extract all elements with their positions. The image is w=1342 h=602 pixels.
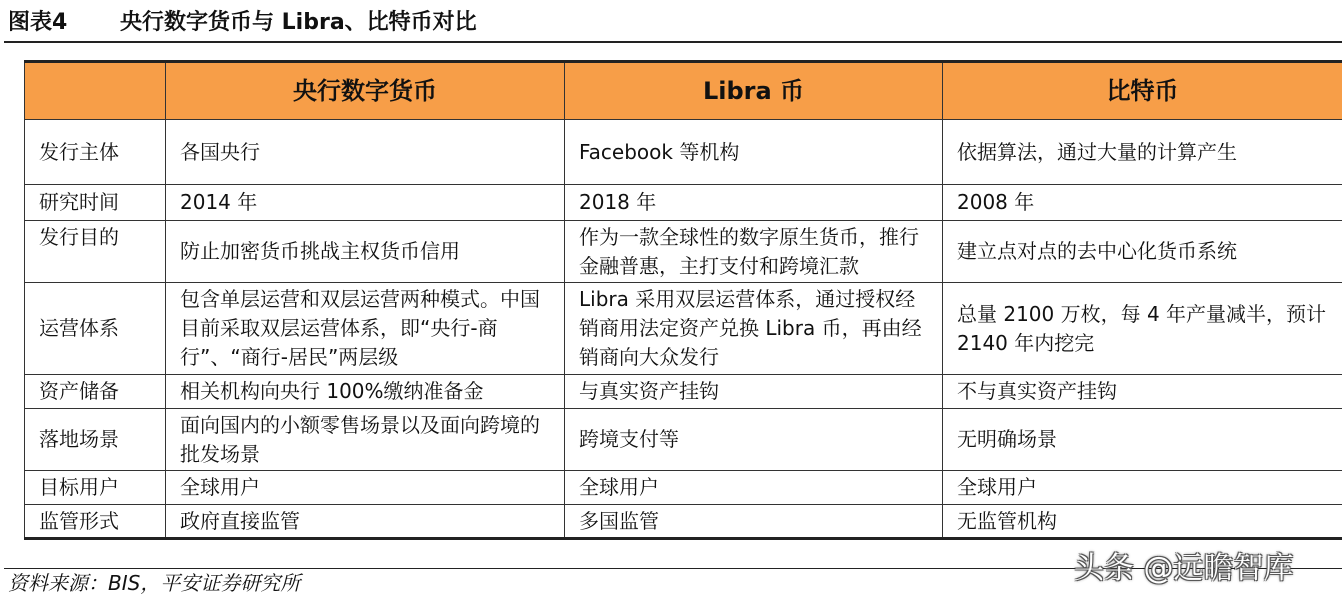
cell-libra: 跨境支付等 — [565, 409, 943, 471]
source-note: 资料来源：BIS，平安证券研究所 — [8, 571, 301, 595]
table-row — [25, 120, 1342, 185]
row-label: 监管形式 — [25, 505, 166, 539]
table-row — [25, 221, 1342, 283]
row-label: 运营体系 — [25, 283, 166, 375]
header-cell-bitcoin: 比特币 — [943, 62, 1342, 120]
cell-cbdc: 各国央行 — [166, 120, 565, 185]
row-label: 资产储备 — [25, 375, 166, 409]
cell-libra: 与真实资产挂钩 — [565, 375, 943, 409]
cell-bitcoin: 总量 2100 万枚，每 4 年产量减半，预计 2140 年内挖完 — [943, 283, 1342, 375]
table-row — [25, 471, 1342, 505]
cell-libra: 2018 年 — [565, 185, 943, 221]
cell-bitcoin: 建立点对点的去中心化货币系统 — [943, 221, 1342, 283]
row-label: 研究时间 — [25, 185, 166, 221]
cell-libra: 多国监管 — [565, 505, 943, 539]
cell-libra: Facebook 等机构 — [565, 120, 943, 185]
cell-cbdc: 包含单层运营和双层运营两种模式。中国目前采取双层运营体系，即“央行-商行”、“商行-居民”两层级 — [166, 283, 565, 375]
row-label: 落地场景 — [25, 409, 166, 471]
comparison-table — [24, 60, 1342, 540]
table-row — [25, 409, 1342, 471]
cell-bitcoin: 依据算法，通过大量的计算产生 — [943, 120, 1342, 185]
cell-bitcoin: 全球用户 — [943, 471, 1342, 505]
table-row — [25, 185, 1342, 221]
header-cell-cbdc: 央行数字货币 — [166, 62, 565, 120]
table-row — [25, 283, 1342, 375]
figure-title-text: 央行数字货币与 Libra、比特币对比 — [120, 10, 477, 35]
figure-title — [8, 8, 1338, 38]
cell-cbdc: 政府直接监管 — [166, 505, 565, 539]
table-row — [25, 375, 1342, 409]
row-label: 目标用户 — [25, 471, 166, 505]
watermark: 头条 @远瞻智库 — [1074, 551, 1294, 586]
cell-libra: 全球用户 — [565, 471, 943, 505]
cell-cbdc: 面向国内的小额零售场景以及面向跨境的批发场景 — [166, 409, 565, 471]
figure-number: 图表4 — [8, 10, 68, 35]
row-label: 发行主体 — [25, 120, 166, 185]
header-cell-libra: Libra 币 — [565, 62, 943, 120]
table-row — [25, 505, 1342, 539]
table-header-row — [25, 62, 1342, 120]
cell-bitcoin: 不与真实资产挂钩 — [943, 375, 1342, 409]
cell-cbdc: 相关机构向央行 100%缴纳准备金 — [166, 375, 565, 409]
cell-cbdc: 防止加密货币挑战主权货币信用 — [166, 221, 565, 283]
cell-libra: Libra 采用双层运营体系，通过授权经销商用法定资产兑换 Libra 币，再由经销商向大众发行 — [565, 283, 943, 375]
cell-cbdc: 2014 年 — [166, 185, 565, 221]
cell-bitcoin: 无监管机构 — [943, 505, 1342, 539]
title-divider — [4, 41, 1342, 43]
row-label: 发行目的 — [25, 221, 166, 283]
cell-bitcoin: 无明确场景 — [943, 409, 1342, 471]
cell-libra: 作为一款全球性的数字原生货币，推行金融普惠，主打支付和跨境汇款 — [565, 221, 943, 283]
cell-bitcoin: 2008 年 — [943, 185, 1342, 221]
cell-cbdc: 全球用户 — [166, 471, 565, 505]
header-cell-empty — [25, 62, 166, 120]
